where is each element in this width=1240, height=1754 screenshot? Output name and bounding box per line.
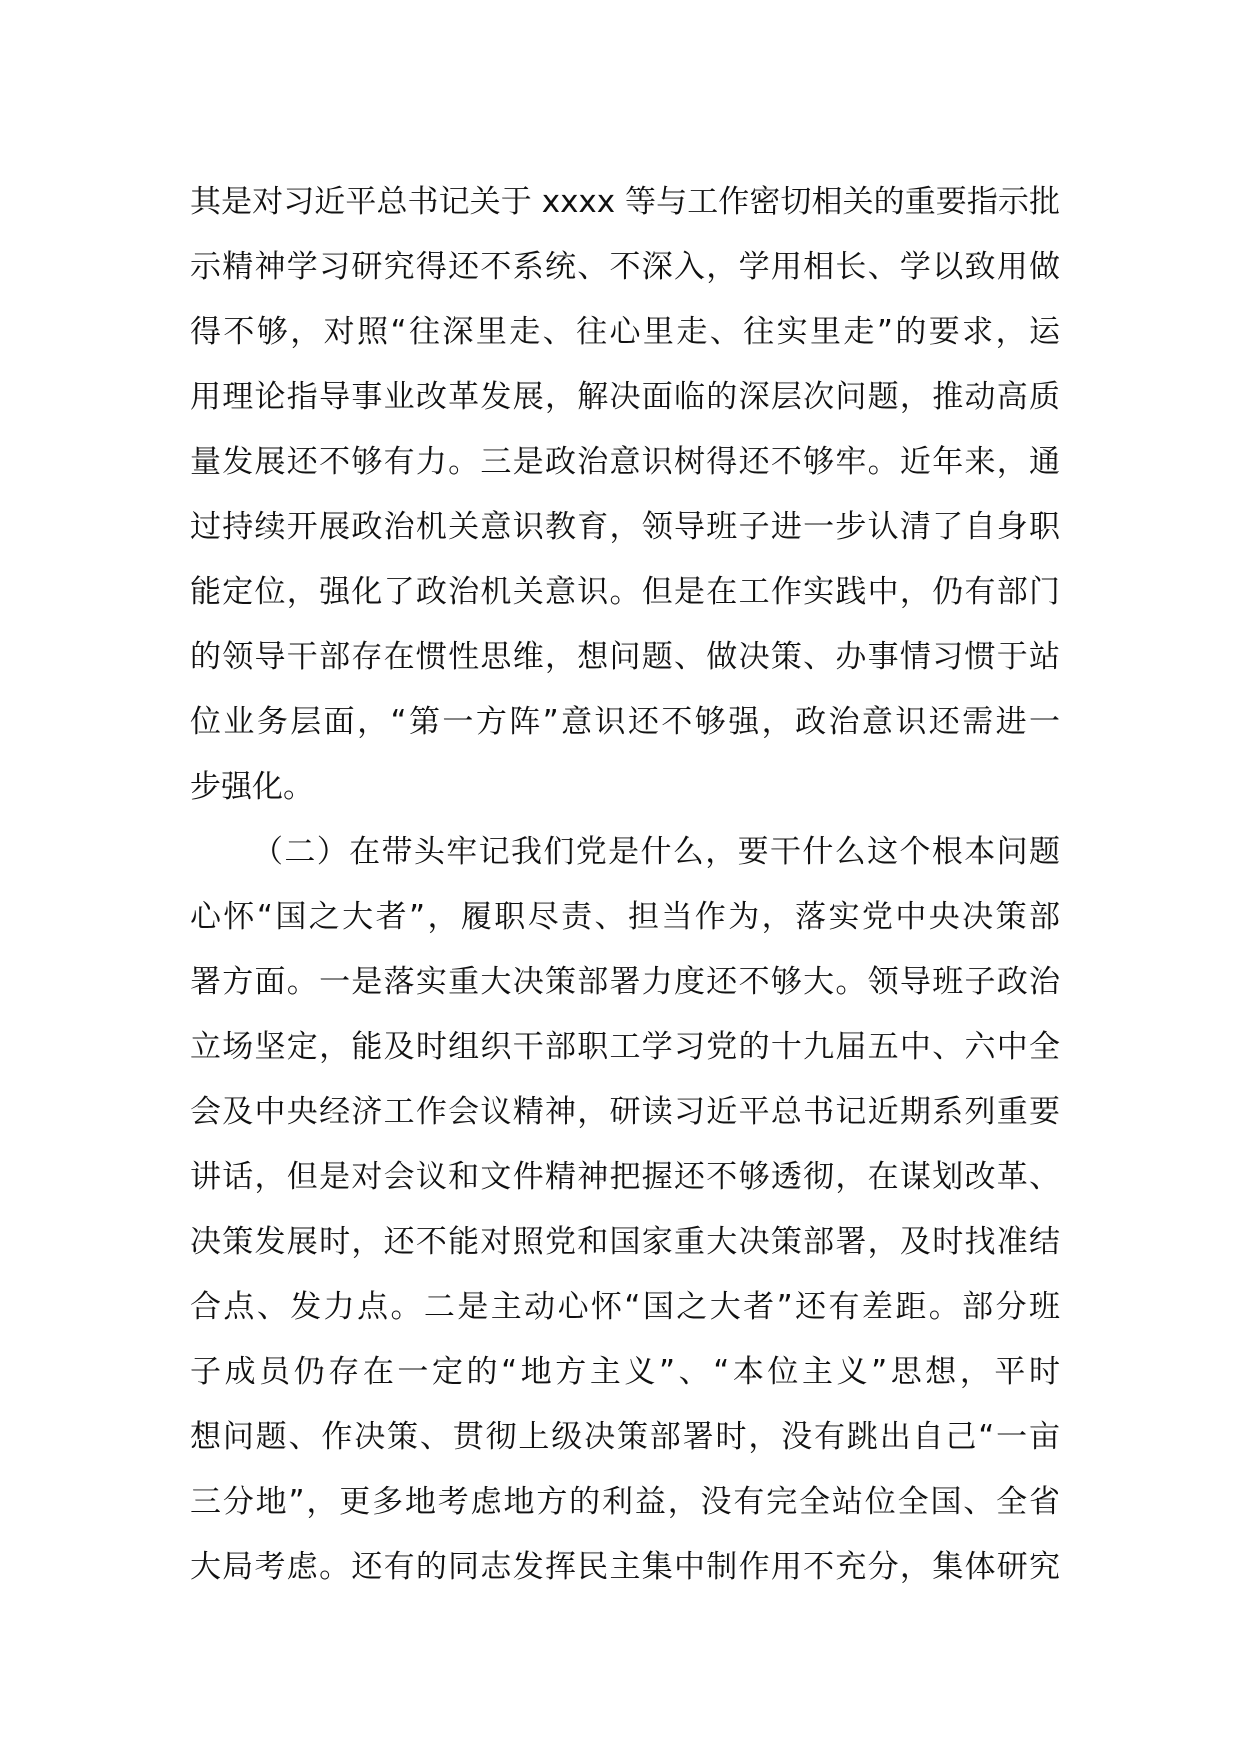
text-line: 讲话，但是对会议和文件精神把握还不够透彻，在谋划改革、 <box>190 1159 1060 1195</box>
text-line: 步强化。 <box>190 769 314 805</box>
text-line: 合点、发力点。二是主动心怀“国之大者”还有差距。部分班 <box>190 1289 1060 1325</box>
text-line: 得不够，对照“往深里走、往心里走、往实里走”的要求，运 <box>190 314 1060 350</box>
text-line: 署方面。一是落实重大决策部署力度还不够大。领导班子政治 <box>190 964 1060 1000</box>
text-line: 其是对习近平总书记关于 xxxx 等与工作密切相关的重要指示批 <box>190 184 1060 220</box>
text-line: 立场坚定，能及时组织干部职工学习党的十九届五中、六中全 <box>190 1029 1060 1065</box>
paragraph-1 <box>190 170 1060 820</box>
text-line: 子成员仍存在一定的“地方主义”、“本位主义”思想，平时 <box>190 1354 1060 1390</box>
body-text <box>190 170 1060 1600</box>
text-line: 心怀“国之大者”，履职尽责、担当作为，落实党中央决策部 <box>190 899 1060 935</box>
text-line: 量发展还不够有力。三是政治意识树得还不够牢。近年来，通 <box>190 444 1060 480</box>
text-line: 会及中央经济工作会议精神，研读习近平总书记近期系列重要 <box>190 1094 1060 1130</box>
text-line: 大局考虑。还有的同志发挥民主集中制作用不充分，集体研究 <box>190 1549 1060 1585</box>
text-line: 能定位，强化了政治机关意识。但是在工作实践中，仍有部门 <box>190 574 1060 610</box>
text-line: 位业务层面，“第一方阵”意识还不够强，政治意识还需进一 <box>190 704 1060 740</box>
text-line: 过持续开展政治机关意识教育，领导班子进一步认清了自身职 <box>190 509 1060 545</box>
text-line: 示精神学习研究得还不系统、不深入，学用相长、学以致用做 <box>190 249 1060 285</box>
text-line: 想问题、作决策、贯彻上级决策部署时，没有跳出自己“一亩 <box>190 1419 1060 1455</box>
paragraph-2 <box>190 820 1060 1600</box>
text-line: 决策发展时，还不能对照党和国家重大决策部署，及时找准结 <box>190 1224 1060 1260</box>
text-line: （二）在带头牢记我们党是什么，要干什么这个根本问题 <box>252 834 1060 870</box>
text-line: 的领导干部存在惯性思维，想问题、做决策、办事情习惯于站 <box>190 639 1060 675</box>
text-line: 三分地”，更多地考虑地方的利益，没有完全站位全国、全省 <box>190 1484 1060 1520</box>
text-line: 用理论指导事业改革发展，解决面临的深层次问题，推动高质 <box>190 379 1060 415</box>
